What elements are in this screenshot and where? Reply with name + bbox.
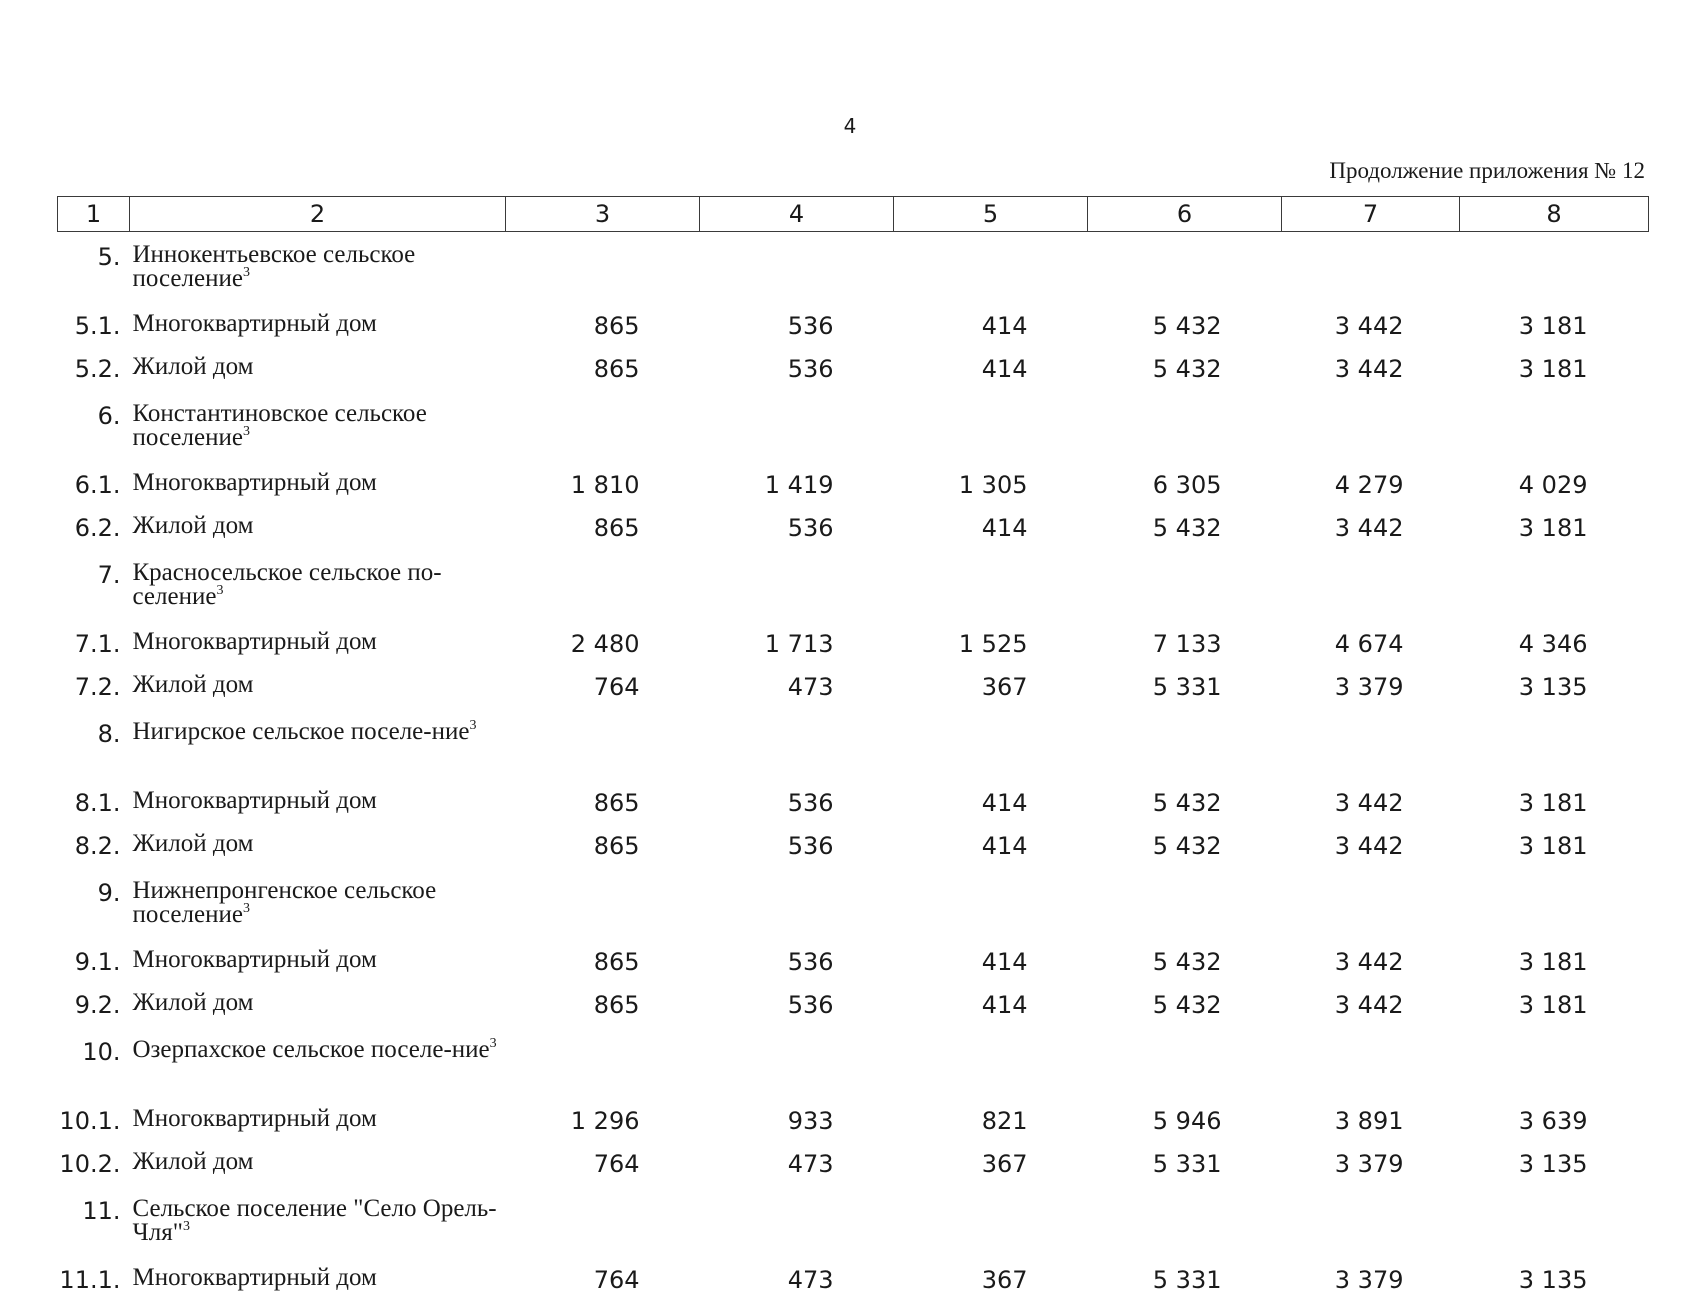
- item-number: 5.2.: [74, 354, 121, 383]
- group-name: Красносельское сельское по-селение: [132, 559, 442, 610]
- table-row: [58, 465, 1649, 508]
- item-name: Многоквартирный дом: [132, 1264, 377, 1291]
- item-number: 10.2.: [59, 1149, 121, 1178]
- empty-cell: [894, 391, 1088, 465]
- empty-cell: [700, 391, 894, 465]
- value-cell: 3 442: [1334, 312, 1404, 340]
- value-cell: 3 379: [1334, 1266, 1404, 1294]
- empty-cell: [1282, 1027, 1460, 1101]
- value-cell: 414: [981, 354, 1028, 383]
- value-cell: 1 296: [570, 1107, 640, 1135]
- column-header: 1: [58, 197, 130, 232]
- footnote-marker: 3: [216, 583, 224, 598]
- value-cell: 3 181: [1518, 990, 1588, 1019]
- value-cell: 367: [981, 672, 1028, 701]
- table-row: [58, 508, 1649, 551]
- empty-cell: [1088, 1186, 1282, 1260]
- value-cell: 865: [593, 312, 640, 340]
- column-header: 2: [130, 197, 506, 232]
- item-name: Жилой дом: [132, 511, 254, 539]
- table-row: [58, 624, 1649, 667]
- value-cell: 821: [981, 1107, 1028, 1135]
- value-cell: 1 419: [764, 471, 834, 499]
- table-row: [58, 826, 1649, 869]
- item-name: Многоквартирный дом: [132, 787, 377, 814]
- empty-cell: [894, 1186, 1088, 1260]
- value-cell: 1 305: [958, 471, 1028, 499]
- item-name: Многоквартирный дом: [132, 310, 377, 337]
- empty-cell: [894, 868, 1088, 942]
- value-cell: 1 525: [958, 630, 1028, 658]
- value-cell: 3 181: [1518, 789, 1588, 817]
- value-cell: 3 442: [1334, 513, 1404, 542]
- value-cell: 1 713: [764, 630, 834, 658]
- group-name-cell: [130, 550, 506, 624]
- value-cell: 933: [787, 1107, 834, 1135]
- empty-cell: [1088, 550, 1282, 624]
- empty-cell: [1460, 868, 1649, 942]
- group-row: [58, 709, 1649, 783]
- group-row: [58, 868, 1649, 942]
- value-cell: 865: [593, 990, 640, 1019]
- group-row: [58, 1027, 1649, 1101]
- empty-cell: [894, 709, 1088, 783]
- value-cell: 865: [593, 354, 640, 383]
- value-cell: 3 181: [1518, 354, 1588, 383]
- footnote-marker: 3: [242, 424, 250, 439]
- item-name: Многоквартирный дом: [132, 1105, 377, 1132]
- group-name-cell: [130, 709, 506, 783]
- group-name-cell: [130, 1186, 506, 1260]
- value-cell: 414: [981, 831, 1028, 860]
- value-cell: 764: [593, 1149, 640, 1178]
- group-row: [58, 232, 1649, 307]
- group-name: Сельское поселение "Село Орель-Чля": [132, 1195, 497, 1246]
- empty-cell: [1088, 868, 1282, 942]
- column-header: 5: [894, 197, 1088, 232]
- table-row: [58, 1260, 1649, 1303]
- value-cell: 3 379: [1334, 1149, 1404, 1178]
- value-cell: 536: [787, 354, 834, 383]
- value-cell: 5 432: [1152, 513, 1222, 542]
- group-name: Константиновское сельское поселение: [132, 400, 427, 451]
- value-cell: 5 331: [1152, 672, 1222, 701]
- value-cell: 4 279: [1334, 471, 1404, 499]
- value-cell: 5 432: [1152, 312, 1222, 340]
- group-number: 11.: [82, 1197, 121, 1225]
- value-cell: 3 442: [1334, 831, 1404, 860]
- item-number: 10.1.: [59, 1107, 121, 1135]
- empty-cell: [1460, 391, 1649, 465]
- value-cell: 414: [981, 948, 1028, 976]
- empty-cell: [700, 232, 894, 307]
- empty-cell: [1088, 232, 1282, 307]
- empty-cell: [506, 868, 700, 942]
- value-cell: 3 135: [1518, 672, 1588, 701]
- value-cell: 3 181: [1518, 831, 1588, 860]
- item-name: Жилой дом: [132, 352, 254, 380]
- empty-cell: [1282, 1186, 1460, 1260]
- value-cell: 764: [593, 672, 640, 701]
- value-cell: 5 432: [1152, 354, 1222, 383]
- column-header: 3: [506, 197, 700, 232]
- value-cell: 3 181: [1518, 948, 1588, 976]
- item-name: Многоквартирный дом: [132, 946, 377, 973]
- table-row: [58, 942, 1649, 985]
- empty-cell: [1088, 709, 1282, 783]
- value-cell: 7 133: [1152, 630, 1222, 658]
- item-number: 8.2.: [74, 831, 121, 860]
- empty-cell: [506, 391, 700, 465]
- empty-cell: [506, 550, 700, 624]
- group-number: 6.: [97, 402, 121, 430]
- value-cell: 3 639: [1518, 1107, 1588, 1135]
- value-cell: 3 135: [1518, 1266, 1588, 1294]
- value-cell: 473: [787, 1149, 834, 1178]
- value-cell: 367: [981, 1149, 1028, 1178]
- empty-cell: [506, 709, 700, 783]
- group-name: Нижнепронгенское сельское поселение: [132, 877, 437, 928]
- item-name: Жилой дом: [132, 670, 254, 698]
- item-name: Жилой дом: [132, 1147, 254, 1175]
- empty-cell: [894, 550, 1088, 624]
- item-name: Многоквартирный дом: [132, 628, 377, 655]
- value-cell: 536: [787, 789, 834, 817]
- value-cell: 865: [593, 948, 640, 976]
- empty-cell: [506, 232, 700, 307]
- empty-cell: [700, 550, 894, 624]
- group-name-cell: [130, 232, 506, 307]
- table-body: [58, 232, 1649, 1303]
- value-cell: 4 029: [1518, 471, 1588, 499]
- value-cell: 536: [787, 990, 834, 1019]
- item-number: 5.1.: [74, 312, 121, 340]
- table-row: [58, 1101, 1649, 1144]
- footnote-marker: 3: [242, 901, 250, 916]
- value-cell: 367: [981, 1266, 1028, 1294]
- value-cell: 865: [593, 513, 640, 542]
- table-row: [58, 306, 1649, 349]
- value-cell: 3 379: [1334, 672, 1404, 701]
- empty-cell: [1282, 391, 1460, 465]
- value-cell: 865: [593, 789, 640, 817]
- value-cell: 473: [787, 672, 834, 701]
- item-number: 7.1.: [74, 630, 121, 658]
- item-name: Жилой дом: [132, 829, 254, 857]
- group-name: Озерпахское сельское поселе-ние: [132, 1036, 490, 1063]
- value-cell: 5 946: [1152, 1107, 1222, 1135]
- table-row: [58, 349, 1649, 392]
- item-number: 6.2.: [74, 513, 121, 542]
- group-name-cell: [130, 391, 506, 465]
- empty-cell: [1282, 550, 1460, 624]
- group-row: [58, 391, 1649, 465]
- empty-cell: [894, 232, 1088, 307]
- empty-cell: [1460, 550, 1649, 624]
- empty-cell: [700, 1027, 894, 1101]
- item-number: 9.2.: [74, 990, 121, 1019]
- table-header: [58, 197, 1649, 232]
- item-number: 6.1.: [74, 471, 121, 499]
- footnote-marker: 3: [242, 265, 250, 280]
- value-cell: 3 442: [1334, 948, 1404, 976]
- table-row: [58, 1144, 1649, 1187]
- group-number: 5.: [97, 243, 121, 271]
- group-number: 8.: [97, 720, 121, 748]
- item-name: Жилой дом: [132, 988, 254, 1016]
- empty-cell: [1282, 709, 1460, 783]
- group-name: Нигирское сельское поселе-ние: [132, 718, 470, 745]
- table-row: [58, 783, 1649, 826]
- value-cell: 2 480: [570, 630, 640, 658]
- empty-cell: [506, 1027, 700, 1101]
- value-cell: 536: [787, 312, 834, 340]
- appendix-continuation-label: Продолжение приложения № 12: [1329, 158, 1645, 183]
- group-number: 10.: [82, 1038, 121, 1066]
- value-cell: 536: [787, 513, 834, 542]
- column-header: 6: [1088, 197, 1282, 232]
- value-cell: 5 432: [1152, 789, 1222, 817]
- value-cell: 414: [981, 513, 1028, 542]
- value-cell: 6 305: [1152, 471, 1222, 499]
- empty-cell: [700, 1186, 894, 1260]
- value-cell: 5 432: [1152, 990, 1222, 1019]
- empty-cell: [700, 709, 894, 783]
- group-number: 9.: [97, 879, 121, 907]
- value-cell: 764: [593, 1266, 640, 1294]
- empty-cell: [1460, 709, 1649, 783]
- item-number: 9.1.: [74, 948, 121, 976]
- empty-cell: [1282, 232, 1460, 307]
- empty-cell: [1282, 868, 1460, 942]
- empty-cell: [1088, 391, 1282, 465]
- value-cell: 536: [787, 831, 834, 860]
- empty-cell: [1460, 1027, 1649, 1101]
- value-cell: 5 432: [1152, 948, 1222, 976]
- value-cell: 3 135: [1518, 1149, 1588, 1178]
- value-cell: 3 891: [1334, 1107, 1404, 1135]
- footnote-marker: 3: [182, 1219, 190, 1234]
- item-name: Многоквартирный дом: [132, 469, 377, 496]
- group-name-cell: [130, 868, 506, 942]
- column-header: 7: [1282, 197, 1460, 232]
- value-cell: 414: [981, 990, 1028, 1019]
- tariff-table: [57, 196, 1649, 1303]
- table-row: [58, 667, 1649, 710]
- footnote-marker: 3: [489, 1036, 497, 1051]
- empty-cell: [700, 868, 894, 942]
- group-name-cell: [130, 1027, 506, 1101]
- column-header: 4: [700, 197, 894, 232]
- item-number: 8.1.: [74, 789, 121, 817]
- table-row: [58, 985, 1649, 1028]
- item-number: 7.2.: [74, 672, 121, 701]
- footnote-marker: 3: [469, 718, 477, 733]
- value-cell: 3 442: [1334, 354, 1404, 383]
- empty-cell: [1088, 1027, 1282, 1101]
- group-row: [58, 550, 1649, 624]
- value-cell: 3 181: [1518, 312, 1588, 340]
- value-cell: 414: [981, 789, 1028, 817]
- value-cell: 5 432: [1152, 831, 1222, 860]
- value-cell: 1 810: [570, 471, 640, 499]
- empty-cell: [894, 1027, 1088, 1101]
- value-cell: 473: [787, 1266, 834, 1294]
- group-number: 7.: [97, 561, 121, 589]
- value-cell: 4 346: [1518, 630, 1588, 658]
- value-cell: 3 181: [1518, 513, 1588, 542]
- group-row: [58, 1186, 1649, 1260]
- item-number: 11.1.: [59, 1266, 121, 1294]
- value-cell: 536: [787, 948, 834, 976]
- column-header: 8: [1460, 197, 1649, 232]
- empty-cell: [1460, 1186, 1649, 1260]
- value-cell: 5 331: [1152, 1266, 1222, 1294]
- value-cell: 3 442: [1334, 990, 1404, 1019]
- value-cell: 865: [593, 831, 640, 860]
- header-row: [58, 197, 1649, 232]
- value-cell: 3 442: [1334, 789, 1404, 817]
- group-name: Иннокентьевское сельское поселение: [132, 241, 416, 292]
- empty-cell: [1460, 232, 1649, 307]
- value-cell: 5 331: [1152, 1149, 1222, 1178]
- page-number: 4: [843, 114, 857, 138]
- value-cell: 414: [981, 312, 1028, 340]
- value-cell: 4 674: [1334, 630, 1404, 658]
- empty-cell: [506, 1186, 700, 1260]
